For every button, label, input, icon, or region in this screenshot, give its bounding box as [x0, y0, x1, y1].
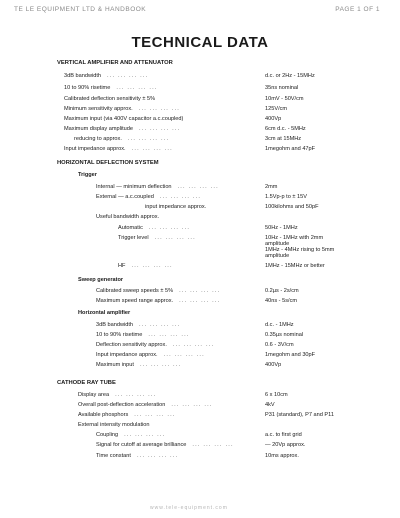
- spec-row: Maximum input (via 400V capacitor a.c.coupled): [64, 116, 184, 122]
- spec-row: Deflection sensitivity approx. ... ... ... ...: [96, 342, 215, 348]
- spec-value: 1.5Vp-p to ± 15V: [265, 194, 307, 200]
- spec-value: 4kV: [265, 402, 275, 408]
- spec-row: Input impedance approx. ... ... ... ...: [96, 352, 205, 358]
- spec-value: 0.6 - 3V/cm: [265, 342, 294, 348]
- spec-row: 3dB bandwidth ... ... ... ...: [96, 322, 181, 328]
- spec-row: Maximum input ... ... ... ...: [96, 362, 182, 368]
- subsection-heading: Trigger: [78, 172, 97, 178]
- spec-value: amplitude: [265, 241, 290, 247]
- spec-value: 400Vp: [265, 116, 282, 122]
- spec-row: Trigger level ... ... ... ...: [118, 235, 196, 241]
- spec-value: 1MHz - 15MHz or better: [265, 263, 325, 269]
- spec-value: 1megohm and 47pF: [265, 146, 316, 152]
- spec-value: 10Hz - 1MHz with 2mm: [265, 235, 324, 241]
- spec-value: 6 x 10cm: [265, 392, 288, 398]
- spec-value: 100kilohms and 50pF: [265, 204, 319, 210]
- spec-value: 1MHz - 4MHz rising to 5mm: [265, 247, 335, 253]
- spec-row: External intensity modulation: [78, 422, 150, 428]
- spec-value: 10ms approx.: [265, 453, 299, 459]
- subsection-heading: Sweep generator: [78, 277, 124, 283]
- spec-row: Automatic ... ... ... ...: [118, 225, 191, 231]
- spec-value: 0.2µs - 2s/cm: [265, 288, 299, 294]
- spec-row: Signal for cutoff at average brilliance ... ... ... ...: [96, 442, 234, 448]
- spec-value: 6cm d.c. - 5MHz: [265, 126, 306, 132]
- spec-row: Overall post-deflection acceleration ... ... ... ...: [78, 402, 213, 408]
- spec-value: 2mm: [265, 184, 278, 190]
- spec-value: 10mV - 50V/cm: [265, 96, 304, 102]
- running-header-right: PAGE 1 OF 1: [335, 6, 380, 13]
- spec-row: Useful bandwidth approx.: [96, 214, 160, 220]
- section-heading: VERTICAL AMPLIFIER AND ATTENUATOR: [57, 60, 173, 66]
- page-title: TECHNICAL DATA: [131, 34, 269, 51]
- spec-row: Minimum sensitivity approx. ... ... ... ...: [64, 106, 181, 112]
- spec-value: 40ns - 5s/cm: [265, 298, 298, 304]
- spec-value: d.c. - 1MHz: [265, 322, 294, 328]
- spec-row: 3dB bandwidth ... ... ... ...: [64, 73, 149, 79]
- spec-value: amplitude: [265, 253, 290, 259]
- spec-value: d.c. or 2Hz - 15MHz: [265, 73, 315, 79]
- section-heading: CATHODE RAY TUBE: [57, 380, 116, 386]
- spec-value: 125V/cm: [265, 106, 288, 112]
- spec-row: Time constant ... ... ... ...: [96, 453, 179, 459]
- spec-value: — 20Vp approx.: [265, 442, 306, 448]
- page-footer: www.tele-equipment.com: [150, 505, 228, 511]
- running-header-left: TE LE EQUIPMENT LTD & HANDBOOK: [14, 6, 147, 13]
- spec-value: P31 (standard), P7 and P11: [265, 412, 334, 418]
- spec-row: Maximum speed range approx. ... ... ... ...: [96, 298, 221, 304]
- spec-value: 1megohm and 30pF: [265, 352, 316, 358]
- subsection-heading: Horizontal amplifier: [78, 310, 131, 316]
- spec-row: Calibrated deflection sensitivity ± 5%: [64, 96, 156, 102]
- spec-value: 50Hz - 1MHz: [265, 225, 298, 231]
- spec-row: Maximum display amplitude ... ... ... ...: [64, 126, 181, 132]
- spec-value: 400Vp: [265, 362, 282, 368]
- spec-value: 0.35µs nominal: [265, 332, 304, 338]
- spec-row: 10 to 90% risetime ... ... ... ...: [96, 332, 190, 338]
- spec-row: Display area ... ... ... ...: [78, 392, 157, 398]
- spec-row: Calibrated sweep speeds ± 5% ... ... ... ...: [96, 288, 221, 294]
- spec-row: Input impedance approx. ... ... ... ...: [64, 146, 173, 152]
- spec-row: input impedance approx.: [145, 204, 207, 210]
- section-heading: HORIZONTAL DEFLECTION SYSTEM: [57, 160, 159, 166]
- spec-row: External — a.c.coupled ... ... ... ...: [96, 194, 202, 200]
- spec-row: HF ... ... ... ...: [118, 263, 173, 269]
- spec-value: a.c. to first grid: [265, 432, 302, 438]
- spec-row: Available phosphors ... ... ... ...: [78, 412, 176, 418]
- spec-row: Internal — minimum deflection ... ... ... ...: [96, 184, 219, 190]
- spec-row: Coupling ... ... ... ...: [96, 432, 166, 438]
- spec-value: 3cm at 15MHz: [265, 136, 302, 142]
- spec-row: 10 to 90% risetime ... ... ... ...: [64, 85, 158, 91]
- spec-row: reducing to approx. ... ... ... ...: [74, 136, 170, 142]
- spec-value: 35ns nominal: [265, 85, 299, 91]
